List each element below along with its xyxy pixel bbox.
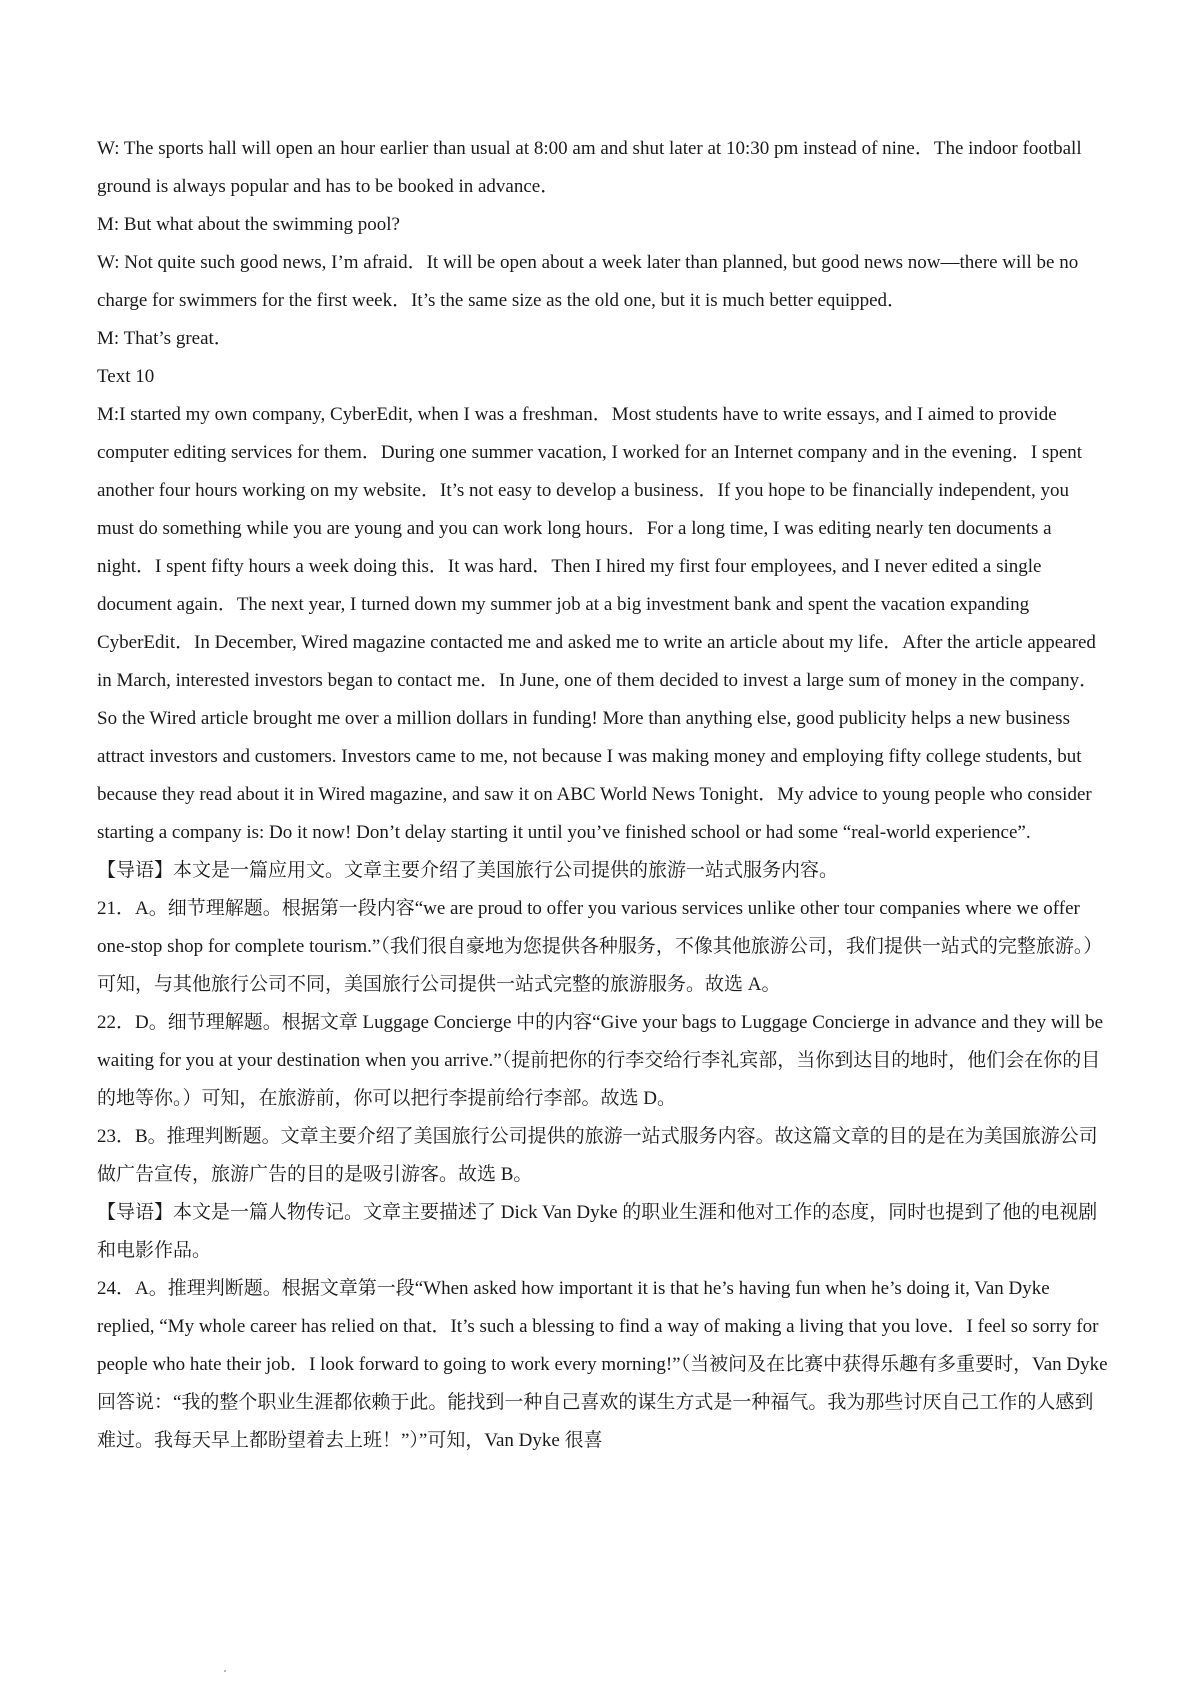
answer-23: 23．B。推理判断题。文章主要介绍了美国旅行公司提供的旅游一站式服务内容。故这篇文章的目的是在为美国旅游公司做广告宣传，旅游广告的目的是吸引游客。故选 B。 (97, 1126, 1098, 1185)
dialogue-line-m-swimming-pool: M: But what about the swimming pool? (97, 214, 400, 235)
intro-note-travel: 【导语】本文是一篇应用文。文章主要介绍了美国旅行公司提供的旅游一站式服务内容。 (97, 860, 839, 881)
section-heading-text-10: Text 10 (97, 366, 155, 387)
answer-21: 21．A。细节理解题。根据第一段内容“we are proud to offer you various services unlike other tour companies where we offer one-stop shop for complete tourism.”（我们很自豪地为您提供各种服务，不像其他旅游公司，我们提供一站式的完整旅游。）可知，与其他旅行公司不同，美国旅行公司提供一站式完整的旅游服务。故选 A。 (97, 898, 1103, 995)
monologue-cyberedit: M:I started my own company, CyberEdit, when I was a freshman．Most students have to write essays, and I aimed to provide computer editing services for them．During one summer vacation, I worked for an Internet company and in the evening．I spent another four hours working on my website．It’s not easy to develop a business．If you hope to be financially independent, you must do something while you are young and you can work long hours．For a long time, I was editing nearly ten documents a night．I spent fifty hours a week doing this．It was hard．Then I hired my first four employees, and I never edited a single document again．The next year, I turned down my summer job at a big investment bank and spent the vacation expanding CyberEdit．In December, Wired magazine contacted me and asked me to write an article about my life．After the article appeared in March, interested investors began to contact me．In June, one of them decided to invest a large sum of money in the company．So the Wired article brought me over a million dollars in funding! More than anything else, good publicity helps a new business attract investors and customers. Investors came to me, not because I was making money and employing fifty college students, but because they read about it in Wired magazine, and saw it on ABC World News Tonight．My advice to young people who consider starting a company is: Do it now! Don’t delay starting it until you’ve finished school or had some “real-world experience”. (97, 404, 1099, 843)
intro-note-biography: 【导语】本文是一篇人物传记。文章主要描述了 Dick Van Dyke 的职业生涯和他对工作的态度，同时也提到了他的电视剧和电影作品。 (97, 1202, 1098, 1261)
answer-22: 22．D。细节理解题。根据文章 Luggage Concierge 中的内容“Give your bags to Luggage Concierge in advance and they will be waiting for you at your destination when you arrive.”（提前把你的行李交给行李礼宾部，当你到达目的地时，他们会在你的目的地等你。）可知，在旅游前，你可以把行李提前给行李部。故选 D。 (97, 1012, 1104, 1109)
footer-dot (224, 1670, 226, 1672)
answer-24: 24．A。推理判断题。根据文章第一段“When asked how important it is that he’s having fun when he’s doing it, Van Dyke replied, “My whole career has relied on that．It’s such a blessing to find a way of making a living that you love．I feel so sorry for people who hate their job．I look forward to going to work every morning!”（当被问及在比赛中获得乐趣有多重要时，Van Dyke 回答说：“我的整个职业生涯都依赖于此。能找到一种自己喜欢的谋生方式是一种福气。我为那些讨厌自己工作的人感到难过。我每天早上都盼望着去上班！”）”可知，Van Dyke 很喜 (97, 1278, 1108, 1451)
dialogue-line-w-sports-hall: W: The sports hall will open an hour earlier than usual at 8:00 am and shut later at 10:30 pm instead of nine．The indoor football ground is always popular and has to be booked in advance． (97, 138, 1082, 197)
dialogue-line-w-not-quite: W: Not quite such good news, I’m afraid．It will be open about a week later than planned, but good news now—there will be no charge for swimmers for the first week．It’s the same size as the old one, but it is much better equipped． (97, 252, 1079, 311)
dialogue-line-m-great: M: That’s great． (97, 328, 233, 349)
